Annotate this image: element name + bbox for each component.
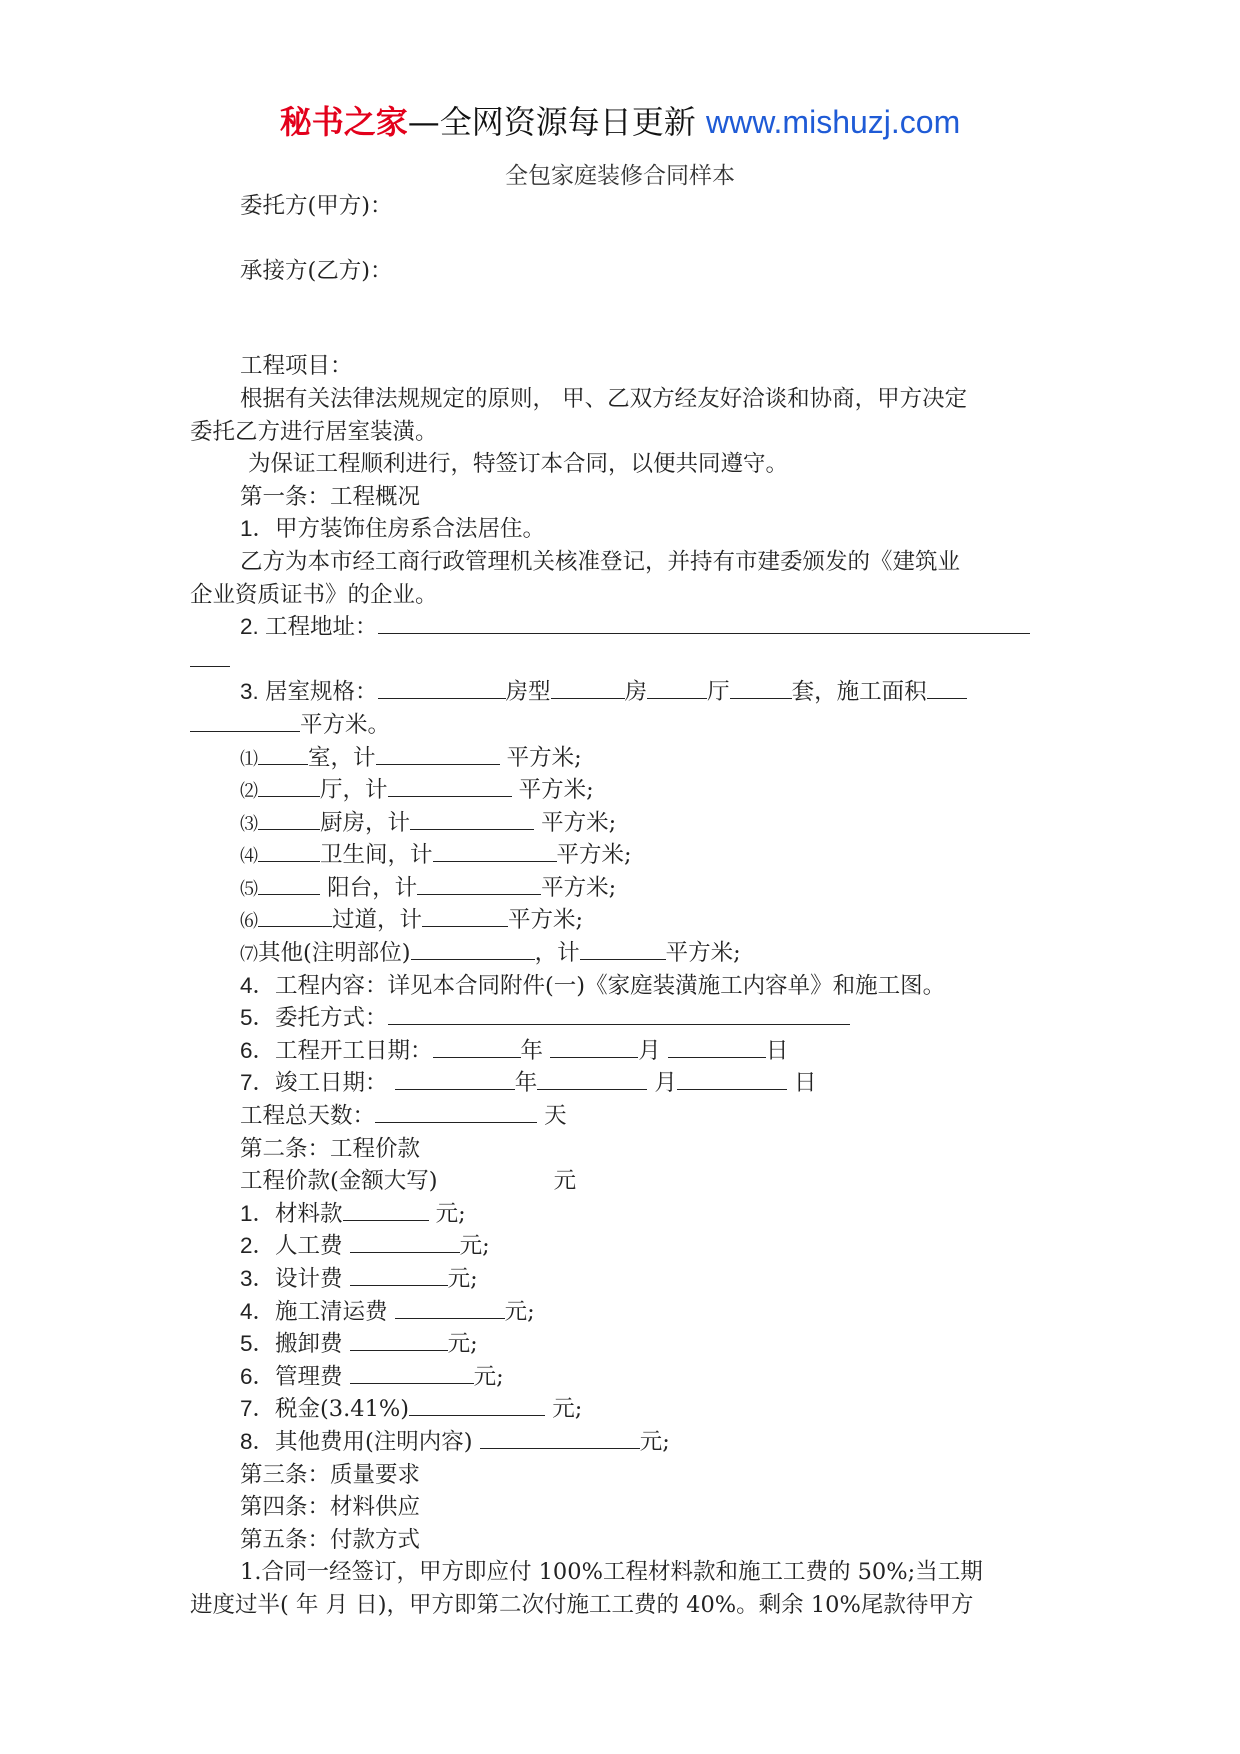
banner-url-link[interactable]: www.mishuzj.com xyxy=(705,104,961,140)
room-item-count-field[interactable] xyxy=(258,774,320,797)
room-spec-label: 3. 居室规格： xyxy=(240,679,378,705)
room-item-unit: 平方米; xyxy=(665,940,741,967)
fee-unit: 元; xyxy=(428,1200,466,1227)
fee-label: ．人工费 xyxy=(252,1233,350,1260)
room-item-count-field[interactable] xyxy=(258,807,320,830)
fee-label: ．管理费 xyxy=(252,1363,350,1390)
fee-item-3 xyxy=(190,1263,1050,1296)
year-label: 年 xyxy=(514,1070,538,1097)
start-year-field[interactable] xyxy=(433,1035,521,1058)
room-item-area-field[interactable] xyxy=(388,774,512,797)
room-item-count-field[interactable] xyxy=(258,904,332,927)
month-label: 月 xyxy=(654,1070,677,1097)
intro-paragraph-line-1 xyxy=(190,383,1050,416)
completion-year-field[interactable] xyxy=(395,1067,515,1090)
completion-day-field[interactable] xyxy=(677,1067,787,1090)
construction-area-field-continued[interactable] xyxy=(190,709,300,732)
total-days-line xyxy=(190,1100,1050,1133)
room-item-area-field[interactable] xyxy=(376,742,500,765)
room-item-unit: 平方米; xyxy=(556,842,632,869)
article-2-title: 第二条：工程价款 xyxy=(240,1135,421,1162)
room-type-label: 房型 xyxy=(505,679,551,706)
room-item-5 xyxy=(190,872,1050,905)
contractor-party-label: 承接方(乙方)： xyxy=(240,258,393,285)
room-count-field[interactable] xyxy=(647,676,707,699)
room-item-name: 过道，计 xyxy=(332,907,423,934)
fee-item-8 xyxy=(190,1426,1050,1459)
fee-amount-field[interactable] xyxy=(350,1328,448,1351)
room-item-unit: 平方米; xyxy=(508,907,584,934)
note-text-a: 乙方为本市经工商行政管理机关核准登记，并持有市建委颁发的《建筑业 xyxy=(240,548,961,575)
start-day-field[interactable] xyxy=(668,1035,766,1058)
contract-body xyxy=(190,190,1050,1622)
room-type-field[interactable] xyxy=(551,676,625,699)
item-number: 1 xyxy=(240,516,253,542)
room-item-unit: 平方米; xyxy=(511,777,594,804)
room-item-unit: 平方米; xyxy=(534,809,617,836)
room-item-name: 其他(注明部位) xyxy=(258,940,411,967)
fee-amount-field[interactable] xyxy=(350,1230,460,1253)
room-item-location-field[interactable] xyxy=(411,937,535,960)
fee-label: ．搬卸费 xyxy=(252,1331,350,1358)
room-item-1 xyxy=(190,742,1050,775)
fee-unit: 元; xyxy=(473,1363,504,1390)
fee-amount-field[interactable] xyxy=(480,1426,640,1449)
note-text-b: 企业资质证书》的企业。 xyxy=(190,581,438,608)
client-party-line xyxy=(190,190,1050,223)
fee-number: 7 xyxy=(240,1396,253,1422)
intro-text-1b: 委托乙方进行居室装潢。 xyxy=(190,418,438,445)
price-total-line xyxy=(190,1165,1050,1198)
project-label: 工程项目： xyxy=(240,353,353,380)
year-label: 年 xyxy=(520,1037,544,1064)
day-label: 日 xyxy=(794,1070,817,1097)
days-unit-label: 天 xyxy=(537,1103,567,1130)
fee-unit: 元; xyxy=(459,1233,490,1260)
room-item-6 xyxy=(190,904,1050,937)
fee-item-5 xyxy=(190,1328,1050,1361)
item-text: ．甲方装饰住房系合法居住。 xyxy=(252,516,546,543)
address-label: 2. 工程地址： xyxy=(240,614,378,640)
fee-number: 8 xyxy=(240,1428,253,1454)
room-item-number: ⑴ xyxy=(240,748,258,770)
room-item-2 xyxy=(190,774,1050,807)
room-item-count-field[interactable] xyxy=(258,872,320,895)
room-item-name: 室，计 xyxy=(308,744,376,771)
room-item-name: 阳台，计 xyxy=(320,874,418,901)
start-date-label: ．工程开工日期： xyxy=(252,1037,433,1064)
fee-unit: 元; xyxy=(504,1298,535,1325)
construction-area-label: 套，施工面积 xyxy=(791,679,927,706)
fee-number: 5 xyxy=(240,1331,253,1357)
room-item-area-field[interactable] xyxy=(580,937,666,960)
fee-item-2 xyxy=(190,1230,1050,1263)
article-2-heading xyxy=(190,1133,1050,1166)
fee-label: ．其他费用(注明内容) xyxy=(252,1428,480,1455)
intro-text-1a: 根据有关法律法规规定的原则， 甲、乙双方经友好洽谈和协商，甲方决定 xyxy=(240,385,968,412)
room-item-area-field[interactable] xyxy=(417,872,541,895)
document-title: 全包家庭装修合同样本 xyxy=(505,163,735,189)
sqm-label: 平方米。 xyxy=(300,711,391,738)
hall-label: 厅 xyxy=(707,679,730,706)
article-4-title: 第四条：材料供应 xyxy=(240,1494,421,1521)
total-days-label: 工程总天数： xyxy=(240,1103,376,1130)
room-spec-line-continued xyxy=(190,709,1050,742)
item-number: 5 xyxy=(240,1005,253,1031)
payment-paragraph-line-1 xyxy=(190,1556,1050,1589)
start-date-line xyxy=(190,1035,1050,1068)
fee-item-6 xyxy=(190,1361,1050,1394)
fee-number: 1 xyxy=(240,1200,253,1226)
fee-amount-field[interactable] xyxy=(343,1198,429,1221)
fee-unit: 元; xyxy=(639,1428,670,1455)
article-1-item-5 xyxy=(190,1002,1050,1035)
address-field[interactable] xyxy=(378,611,1030,634)
room-item-count-field[interactable] xyxy=(258,839,320,862)
hall-count-field[interactable] xyxy=(730,676,792,699)
article-1-note-line-2 xyxy=(190,579,1050,612)
address-field-continued[interactable] xyxy=(190,644,230,667)
article-3-heading xyxy=(190,1459,1050,1492)
article-5-title: 第五条：付款方式 xyxy=(240,1526,421,1553)
article-3-title: 第三条：质量要求 xyxy=(240,1461,421,1488)
payment-text-a: 1.合同一经签订，甲方即应付 100%工程材料款和施工工费的 50%;当工期 xyxy=(240,1559,983,1586)
room-item-number: ⑹ xyxy=(240,911,258,933)
fee-number: 4 xyxy=(240,1298,253,1324)
commission-method-field[interactable] xyxy=(388,1002,850,1025)
fee-unit: 元; xyxy=(447,1331,478,1358)
price-total-label: 工程价款(金额大写) xyxy=(240,1168,438,1195)
room-item-number: ⑸ xyxy=(240,878,258,900)
project-label-line xyxy=(190,350,1050,383)
fee-item-7 xyxy=(190,1393,1050,1426)
item-text: ．委托方式： xyxy=(252,1005,388,1032)
room-item-4 xyxy=(190,839,1050,872)
fee-number: 2 xyxy=(240,1233,253,1259)
room-spec-field[interactable] xyxy=(378,676,506,699)
room-spec-line xyxy=(190,676,1050,709)
room-item-mid: ，计 xyxy=(534,940,580,967)
month-label: 月 xyxy=(638,1037,661,1064)
room-item-name: 厅，计 xyxy=(320,777,388,804)
fee-label: ．税金(3.41%) xyxy=(252,1396,410,1423)
brand-name: 秘书之家 xyxy=(279,103,408,141)
fee-label: ．材料款 xyxy=(252,1200,343,1227)
fee-amount-field[interactable] xyxy=(409,1393,545,1416)
article-5-heading xyxy=(190,1524,1050,1557)
room-item-count-field[interactable] xyxy=(258,742,308,765)
address-line xyxy=(190,611,1050,644)
completion-date-label: ．竣工日期： xyxy=(252,1070,388,1097)
room-item-unit: 平方米; xyxy=(499,744,582,771)
client-party-label: 委托方(甲方)： xyxy=(240,193,393,219)
room-item-number: ⑷ xyxy=(240,846,258,868)
article-1-item-4 xyxy=(190,970,1050,1003)
room-item-number: ⑵ xyxy=(240,781,258,803)
room-item-number: ⑶ xyxy=(240,813,258,835)
day-label: 日 xyxy=(765,1037,789,1064)
site-banner xyxy=(0,100,1240,144)
item-number: 6 xyxy=(240,1037,253,1063)
completion-month-field[interactable] xyxy=(537,1067,647,1090)
room-item-unit: 平方米; xyxy=(541,874,617,901)
article-4-heading xyxy=(190,1491,1050,1524)
article-1-item-1 xyxy=(190,513,1050,546)
room-label: 房 xyxy=(624,679,648,706)
fee-amount-field[interactable] xyxy=(350,1263,448,1286)
fee-number: 3 xyxy=(240,1266,253,1291)
construction-area-field[interactable] xyxy=(927,676,967,699)
payment-text-b: 进度过半( 年 月 日)，甲方即第二次付施工工费的 40%。剩余 10%尾款待甲方 xyxy=(190,1591,974,1618)
room-item-name: 厨房，计 xyxy=(320,809,411,836)
item-text: ．工程内容：详见本合同附件(一)《家庭装潢施工内容单》和施工图。 xyxy=(252,972,946,999)
intro-text-2: 为保证工程顺利进行，特签订本合同，以便共同遵守。 xyxy=(248,451,789,478)
room-item-7 xyxy=(190,937,1050,970)
fee-item-4 xyxy=(190,1296,1050,1329)
room-item-3 xyxy=(190,807,1050,840)
article-1-title: 第一条：工程概况 xyxy=(240,483,421,510)
address-line-continued xyxy=(190,644,1050,677)
fee-amount-field[interactable] xyxy=(395,1296,505,1319)
article-1-note-line-1 xyxy=(190,546,1050,579)
fee-label: ．施工清运费 xyxy=(252,1298,395,1325)
fee-item-1 xyxy=(190,1198,1050,1231)
completion-date-line xyxy=(190,1067,1050,1100)
payment-paragraph-line-2 xyxy=(190,1589,1050,1622)
fee-label: ．设计费 xyxy=(252,1266,350,1292)
room-item-name: 卫生间，计 xyxy=(320,842,433,869)
contractor-party-line xyxy=(190,255,1050,288)
banner-tagline: —全网资源每日更新 xyxy=(407,103,696,141)
room-item-area-field[interactable] xyxy=(433,839,557,862)
fee-unit: 元; xyxy=(447,1266,478,1292)
item-number: 4 xyxy=(240,972,253,998)
article-1-heading xyxy=(190,481,1050,514)
yuan-label: 元 xyxy=(553,1168,577,1195)
room-item-area-field[interactable] xyxy=(410,807,534,830)
item-number: 7 xyxy=(240,1070,253,1096)
room-item-number: ⑺ xyxy=(240,944,258,966)
intro-paragraph-line-2 xyxy=(190,416,1050,449)
total-days-field[interactable] xyxy=(375,1100,537,1123)
room-item-area-field[interactable] xyxy=(422,904,508,927)
fee-unit: 元; xyxy=(545,1396,583,1423)
fee-number: 6 xyxy=(240,1363,253,1389)
intro-paragraph-2 xyxy=(190,448,1050,481)
start-month-field[interactable] xyxy=(550,1035,638,1058)
fee-amount-field[interactable] xyxy=(350,1361,474,1384)
